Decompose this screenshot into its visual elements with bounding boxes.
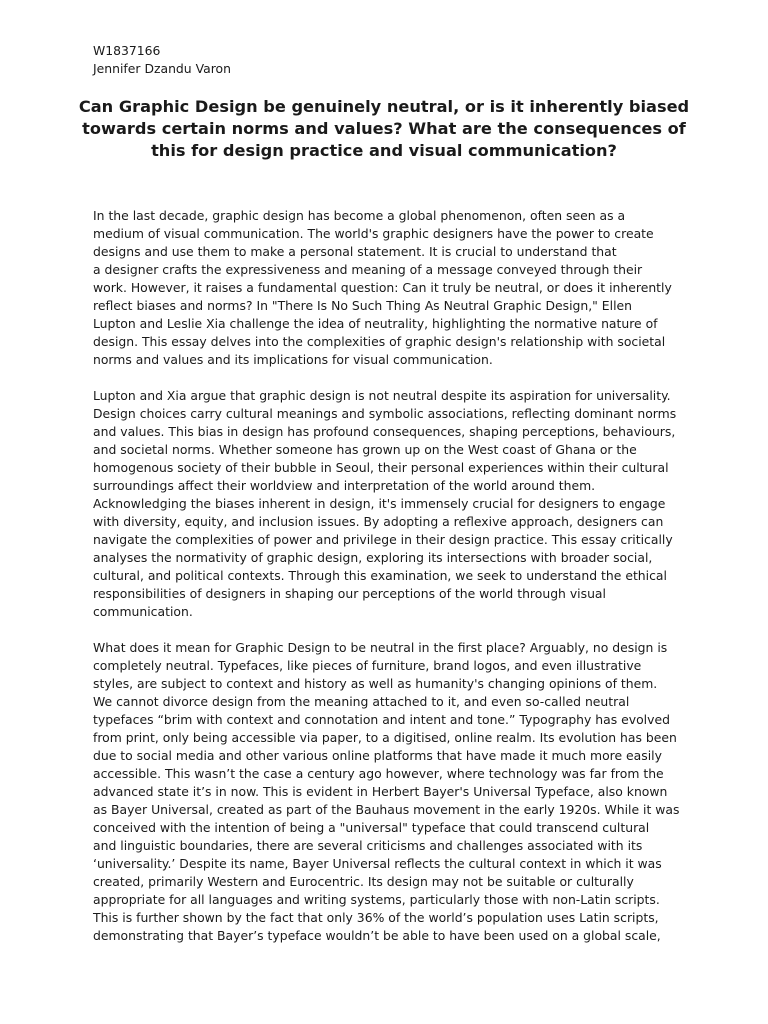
- title-line: Can Graphic Design be genuinely neutral, or is it inherently biased: [78, 97, 690, 116]
- author-name: Jennifer Dzandu Varon: [93, 61, 231, 76]
- paragraph-line: accessible. This wasn’t the case a century ago however, where technology was far from the: [93, 766, 664, 781]
- paragraph-line: communication.: [93, 604, 193, 619]
- paragraph-line: a designer crafts the expressiveness and meaning of a message conveyed through their: [93, 262, 643, 277]
- document-header: [93, 42, 231, 78]
- paragraph-line: reflect biases and norms? In "There Is No Such Thing As Neutral Graphic Design," Ellen: [93, 298, 632, 313]
- essay-title: [60, 96, 708, 162]
- paragraph-line: and values. This bias in design has profound consequences, shaping perceptions, behaviours,: [93, 424, 676, 439]
- paragraph-line: Lupton and Xia argue that graphic design is not neutral despite its aspiration for universality.: [93, 388, 671, 403]
- paragraph-line: responsibilities of designers in shaping our perceptions of the world through visual: [93, 586, 606, 601]
- paragraph-line: appropriate for all languages and writing systems, particularly those with non-Latin scripts.: [93, 892, 660, 907]
- paragraph-line: design. This essay delves into the complexities of graphic design's relationship with societal: [93, 334, 666, 349]
- paragraph-line: and societal norms. Whether someone has grown up on the West coast of Ghana or the: [93, 442, 637, 457]
- paragraph-line: advanced state it’s in now. This is evident in Herbert Bayer's Universal Typeface, also known: [93, 784, 668, 799]
- paragraph-line: What does it mean for Graphic Design to be neutral in the first place? Arguably, no design is: [93, 640, 668, 655]
- paragraph-line: ‘universality.’ Despite its name, Bayer Universal reflects the cultural context in which it was: [93, 856, 662, 871]
- paragraph-line: completely neutral. Typefaces, like pieces of furniture, brand logos, and even illustrative: [93, 658, 642, 673]
- paragraph: [93, 387, 733, 621]
- paragraph: [93, 207, 733, 369]
- paragraph-line: This is further shown by the fact that only 36% of the world’s population uses Latin scripts,: [93, 910, 659, 925]
- paragraph-line: from print, only being accessible via paper, to a digitised, online realm. Its evolution has been: [93, 730, 677, 745]
- paragraph-line: due to social media and other various online platforms that have made it much more easily: [93, 748, 662, 763]
- title-line: this for design practice and visual communication?: [151, 141, 617, 160]
- paragraph-line: analyses the normativity of graphic design, exploring its intersections with broader social,: [93, 550, 653, 565]
- paragraph-line: surroundings affect their worldview and interpretation of the world around them.: [93, 478, 596, 493]
- paragraph-line: We cannot divorce design from the meaning attached to it, and even so-called neutral: [93, 694, 630, 709]
- essay-body: [93, 207, 733, 963]
- paragraph-line: as Bayer Universal, created as part of the Bauhaus movement in the early 1920s. While it was: [93, 802, 680, 817]
- paragraph-line: and linguistic boundaries, there are several criticisms and challenges associated with its: [93, 838, 643, 853]
- title-line: towards certain norms and values? What are the consequences of: [82, 119, 686, 138]
- paragraph-line: In the last decade, graphic design has become a global phenomenon, often seen as a: [93, 208, 626, 223]
- paragraph-line: with diversity, equity, and inclusion issues. By adopting a reflexive approach, designers can: [93, 514, 664, 529]
- paragraph-line: Acknowledging the biases inherent in design, it's immensely crucial for designers to engage: [93, 496, 666, 511]
- paragraph-line: medium of visual communication. The world's graphic designers have the power to create: [93, 226, 654, 241]
- paragraph-line: navigate the complexities of power and privilege in their design practice. This essay critically: [93, 532, 673, 547]
- paragraph-line: Design choices carry cultural meanings and symbolic associations, reflecting dominant norms: [93, 406, 677, 421]
- student-id: W1837166: [93, 43, 161, 58]
- paragraph-line: norms and values and its implications for visual communication.: [93, 352, 493, 367]
- paragraph-line: designs and use them to make a personal statement. It is crucial to understand that: [93, 244, 617, 259]
- paragraph-line: created, primarily Western and Eurocentric. Its design may not be suitable or culturally: [93, 874, 634, 889]
- paragraph-line: work. However, it raises a fundamental question: Can it truly be neutral, or does it inherently: [93, 280, 672, 295]
- paragraph-line: homogenous society of their bubble in Seoul, their personal experiences within their cultural: [93, 460, 669, 475]
- paragraph-line: Lupton and Leslie Xia challenge the idea of neutrality, highlighting the normative nature of: [93, 316, 658, 331]
- paragraph-line: typefaces “brim with context and connotation and intent and tone.” Typography has evolved: [93, 712, 670, 727]
- paragraph: [93, 639, 733, 945]
- paragraph-line: cultural, and political contexts. Through this examination, we seek to understand the ethical: [93, 568, 667, 583]
- paragraph-line: styles, are subject to context and history as well as humanity's changing opinions of them.: [93, 676, 658, 691]
- paragraph-line: demonstrating that Bayer’s typeface wouldn’t be able to have been used on a global scale,: [93, 928, 661, 943]
- paragraph-line: conceived with the intention of being a "universal" typeface that could transcend cultural: [93, 820, 650, 835]
